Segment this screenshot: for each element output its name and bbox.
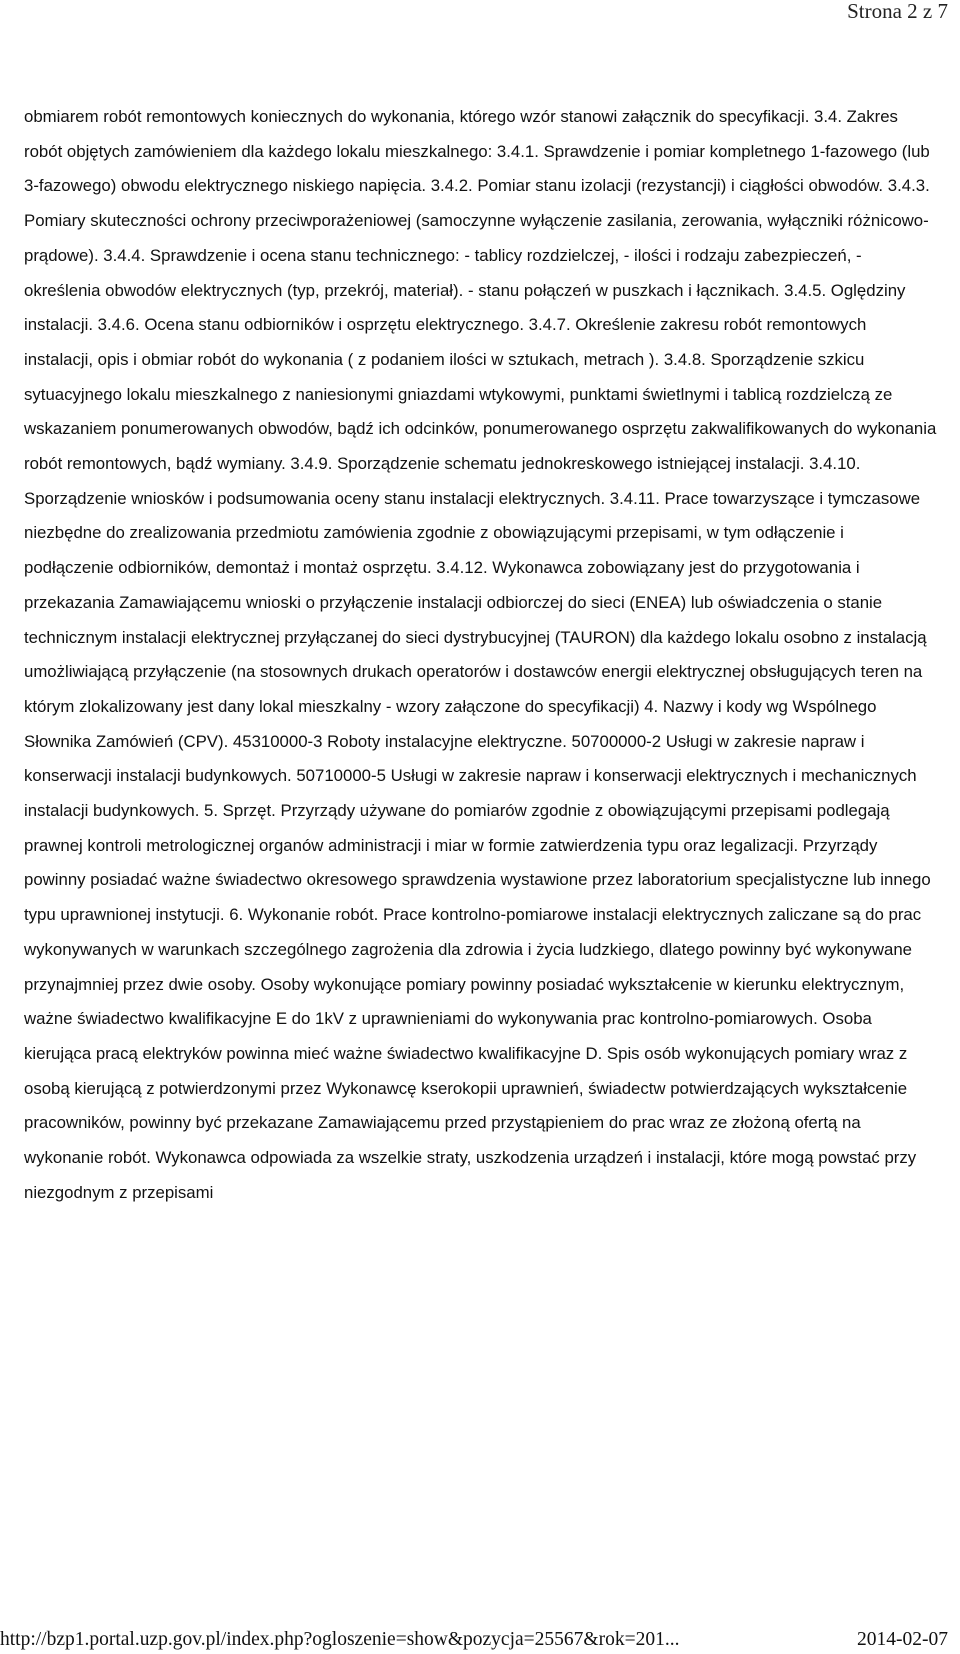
page-number: Strona 2 z 7 xyxy=(847,0,948,23)
page-footer xyxy=(0,1628,960,1652)
body-paragraph: obmiarem robót remontowych koniecznych do wykonania, którego wzór stanowi załącznik do specyfikacji. 3.4. Zakres robót objętych zamówieniem dla każdego lokalu mieszkalnego: 3.4.1. Sprawdzenie i pomiar kompletnego 1-fazowego (lub 3-fazowego) obwodu elektrycznego niskiego napięcia. 3.4.2. Pomiar stanu izolacji (rezystancji) i ciągłości obwodów. 3.4.3. Pomiary skuteczności ochrony przeciwporażeniowej (samoczynne wyłączenie zasilania, zerowania, wyłączniki różnicowo-prądowe). 3.4.4. Sprawdzenie i ocena stanu technicznego: - tablicy rozdzielczej, - ilości i rodzaju zabezpieczeń, - określenia obwodów elektrycznych (typ, przekrój, materiał). - stanu połączeń w puszkach i łącznikach. 3.4.5. Oględziny instalacji. 3.4.6. Ocena stanu odbiorników i osprzętu elektrycznego. 3.4.7. Określenie zakresu robót remontowych instalacji, opis i obmiar robót do wykonania ( z podaniem ilości w sztukach, metrach ). 3.4.8. Sporządzenie szkicu sytuacyjnego lokalu mieszkalnego z naniesionymi gniazdami wtykowymi, punktami świetlnymi i tablicą rozdzielczą ze wskazaniem ponumerowanych obwodów, bądź ich odcinków, ponumerowanego osprzętu zakwalifikowanych do wykonania robót remontowych, bądź wymiany. 3.4.9. Sporządzenie schematu jednokreskowego istniejącej instalacji. 3.4.10. Sporządzenie wniosków i podsumowania oceny stanu instalacji elektrycznych. 3.4.11. Prace towarzyszące i tymczasowe niezbędne do zrealizowania przedmiotu zamówienia zgodnie z obowiązującymi przepisami, w tym odłączenie i podłączenie odbiorników, demontaż i montaż osprzętu. 3.4.12. Wykonawca zobowiązany jest do przygotowania i przekazania Zamawiającemu wnioski o przyłączenie instalacji odbiorczej do sieci (ENEA) lub oświadczenia o stanie technicznym instalacji elektrycznej przyłączanej do sieci dystrybucyjnej (TAURON) dla każdego lokalu osobno z instalacją umożliwiającą przyłączenie (na stosownych drukach operatorów i dostawców energii elektrycznej obsługujących teren na którym zlokalizowany jest dany lokal mieszkalny - wzory załączone do specyfikacji) 4. Nazwy i kody wg Wspólnego Słownika Zamówień (CPV). 45310000-3 Roboty instalacyjne elektryczne. 50700000-2 Usługi w zakresie napraw i konserwacji instalacji budynkowych. 50710000-5 Usługi w zakresie napraw i konserwacji elektrycznych i mechanicznych instalacji budynkowych. 5. Sprzęt. Przyrządy używane do pomiarów zgodnie z obowiązującymi przepisami podlegają prawnej kontroli metrologicznej organów administracji i miar w formie zatwierdzenia typu oraz legalizacji. Przyrządy powinny posiadać ważne świadectwo okresowego sprawdzenia wystawione przez laboratorium specjalistyczne lub innego typu uprawnionej instytucji. 6. Wykonanie robót. Prace kontrolno-pomiarowe instalacji elektrycznych zaliczane są do prac wykonywanych w warunkach szczególnego zagrożenia dla zdrowia i życia ludzkiego, dlatego powinny być wykonywane przynajmniej przez dwie osoby. Osoby wykonujące pomiary powinny posiadać wykształcenie w kierunku elektrycznym, ważne świadectwo kwalifikacyjne E do 1kV z uprawnieniami do wykonywania prac kontrolno-pomiarowych. Osoba kierująca pracą elektryków powinna mieć ważne świadectwo kwalifikacyjne D. Spis osób wykonujących pomiary wraz z osobą kierującą z potwierdzonymi przez Wykonawcę kserokopii uprawnień, świadectw potwierdzających wykształcenie pracowników, powinny być przekazane Zamawiającemu przed przystąpieniem do prac wraz ze złożoną ofertą na wykonanie robót. Wykonawca odpowiada za wszelkie straty, uszkodzenia urządzeń i instalacji, które mogą powstać przy niezgodnym z przepisami xyxy=(24,107,937,1202)
footer-url: http://bzp1.portal.uzp.gov.pl/index.php?ogloszenie=show&pozycja=25567&rok=201... xyxy=(0,1629,680,1650)
footer-date: 2014-02-07 xyxy=(857,1629,948,1650)
document-body xyxy=(24,100,938,1211)
